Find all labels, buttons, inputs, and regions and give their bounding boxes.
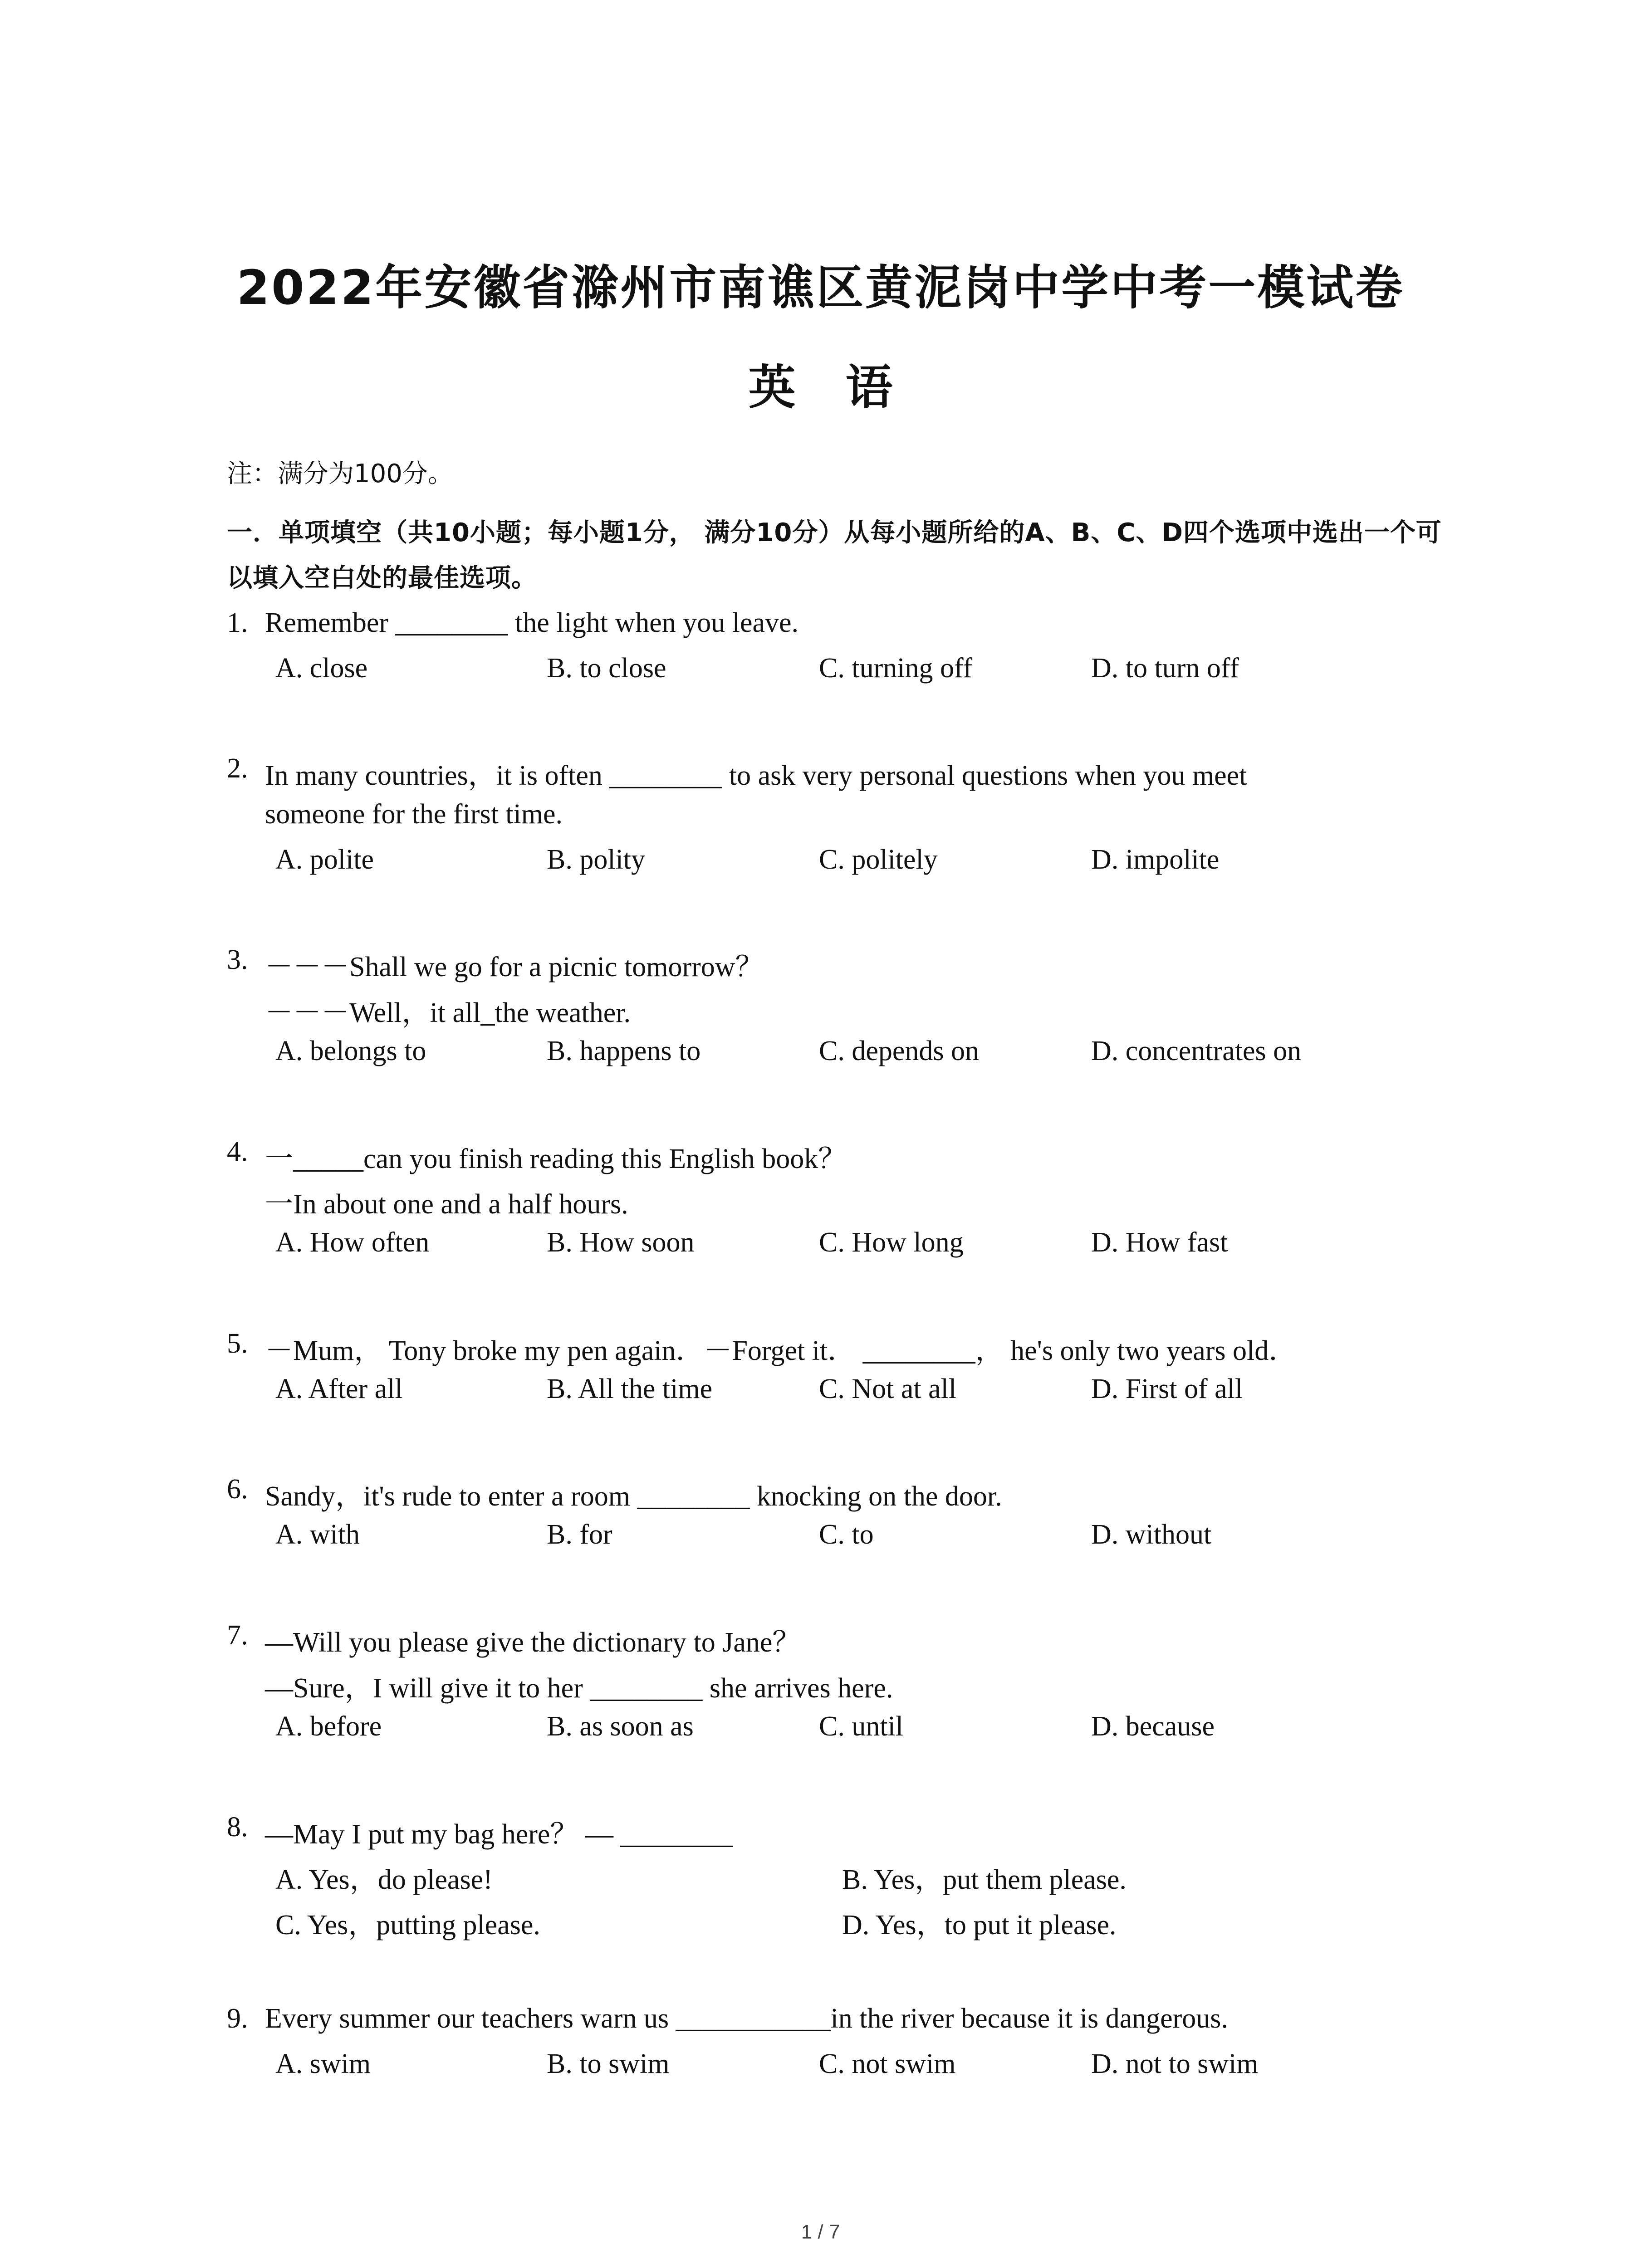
option-a: A. polite	[275, 844, 374, 875]
option-a: A. After all	[275, 1374, 403, 1404]
option-d: D. not to swim	[1091, 2048, 1259, 2079]
option-d: D. because	[1091, 1711, 1215, 1742]
option-b: B. How soon	[547, 1227, 695, 1258]
subject-title: 英语	[748, 360, 943, 415]
question-text: In many countries，it is often ________ to ask very personal questions when you meet	[265, 760, 1247, 791]
question-number: 7.	[227, 1620, 248, 1651]
option-b: B. to swim	[547, 2048, 670, 2079]
option-a: A. How often	[275, 1227, 430, 1258]
option-a: A. swim	[275, 2048, 371, 2079]
question-text: —Sure，I will give it to her ________ she arrives here.	[265, 1673, 893, 1704]
question-text: —May I put my bag here？ — ________	[265, 1819, 733, 1850]
option-c: C. turning off	[819, 653, 973, 684]
question-text: －－－Well，it all_the weather.	[265, 997, 631, 1028]
option-c: C. Not at all	[819, 1374, 957, 1404]
question-number: 8.	[227, 1812, 248, 1843]
option-c: C. depends on	[819, 1036, 980, 1066]
question-number: 4.	[227, 1136, 248, 1167]
question-text: －－－Shall we go for a picnic tomorrow？	[265, 952, 764, 982]
question-number: 3.	[227, 944, 248, 975]
option-d: D. to turn off	[1091, 653, 1239, 684]
option-a: A. belongs to	[275, 1036, 426, 1066]
question-text: —Will you please give the dictionary to Jane？	[265, 1627, 801, 1658]
option-b: B. to close	[547, 653, 666, 684]
option-d: D. concentrates on	[1091, 1036, 1302, 1066]
option-c: C. How long	[819, 1227, 964, 1258]
question-text: Sandy，it's rude to enter a room ________ knocking on the door.	[265, 1481, 1002, 1512]
option-b: B. polity	[547, 844, 646, 875]
option-b: B. happens to	[547, 1036, 701, 1066]
option-c: C. Yes，putting please.	[275, 1910, 540, 1941]
option-c: C. until	[819, 1711, 904, 1742]
question-number: 5.	[227, 1328, 248, 1359]
option-c: C. not swim	[819, 2048, 956, 2079]
question-number: 9.	[227, 2003, 248, 2034]
option-d: D. How fast	[1091, 1227, 1228, 1258]
question-text: Every summer our teachers warn us ___________in the river because it is dangerous.	[265, 2003, 1228, 2034]
question-text: 一_____can you finish reading this English book？	[265, 1144, 847, 1174]
option-b: B. as soon as	[547, 1711, 694, 1742]
exam-title: 2022年安徽省滁州市南谯区黄泥岗中学中考一模试卷	[236, 260, 1405, 315]
section-heading: 一．单项填空（共10小题；每小题1分， 满分10分）从每小题所给的A、B、C、D四个选项中选出一个可以填入空白处的最佳选项。	[227, 518, 1442, 593]
option-c: C. politely	[819, 844, 938, 875]
option-c: C. to	[819, 1519, 874, 1550]
option-b: B. All the time	[547, 1374, 713, 1404]
question-text: 一In about one and a half hours.	[265, 1189, 628, 1220]
option-b: B. Yes，put them please.	[842, 1864, 1127, 1895]
option-a: A. with	[275, 1519, 360, 1550]
question-number: 6.	[227, 1474, 248, 1505]
option-a: A. close	[275, 653, 368, 684]
page-number: 1 / 7	[801, 2221, 840, 2243]
option-d: D. Yes，to put it please.	[842, 1910, 1117, 1941]
option-a: A. before	[275, 1711, 382, 1742]
option-a: A. Yes，do please!	[275, 1864, 493, 1895]
option-d: D. without	[1091, 1519, 1212, 1550]
question-text: －Mum， Tony broke my pen again．－Forget it． ________， he's only two years old．	[265, 1335, 1297, 1366]
question-number: 1.	[227, 607, 248, 638]
question-number: 2.	[227, 753, 248, 784]
score-note: 注：满分为100分。	[227, 459, 453, 489]
question-text: Remember ________ the light when you leave.	[265, 607, 799, 638]
option-d: D. impolite	[1091, 844, 1220, 875]
option-b: B. for	[547, 1519, 612, 1550]
option-d: D. First of all	[1091, 1374, 1243, 1404]
question-text: someone for the first time.	[265, 799, 563, 830]
